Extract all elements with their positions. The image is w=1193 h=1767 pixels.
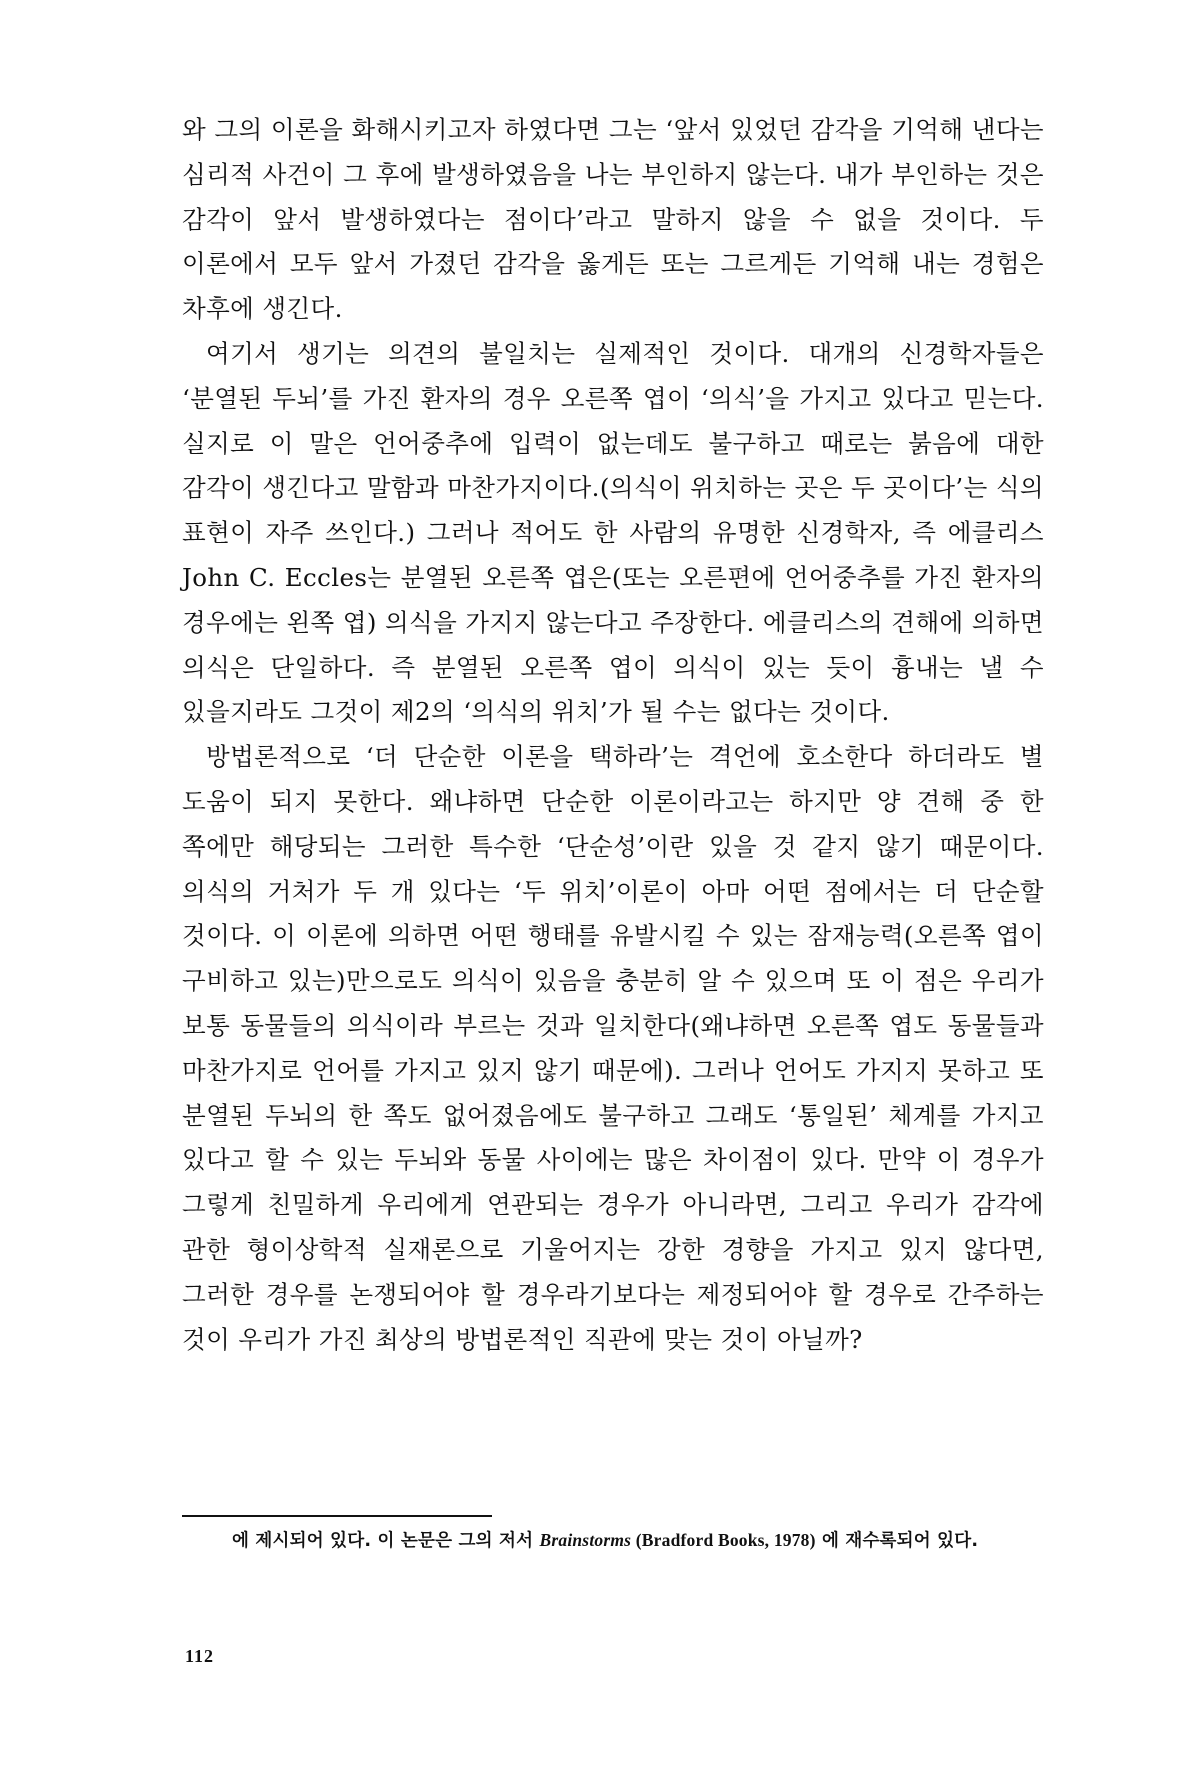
footnote-publisher: (Bradford Books, 1978) (631, 1530, 816, 1550)
footnote (232, 1524, 1062, 1558)
footnote-text-end: 에 재수록되어 있다. (815, 1531, 979, 1551)
paragraph: 방법론적으로 ‘더 단순한 이론을 택하라’는 격언에 호소한다 하더라도 별 도움이 되지 못한다. 왜냐하면 단순한 이론이라고는 하지만 양 견해 중 한 쪽에만 해당되는 그러한 특수한 ‘단순성’이란 있을 것 같지 않기 때문이다. 의식의 거처가 두 개 있다는 ‘두 위치’이론이 아마 어떤 점에서는 더 단순할 것이다. 이 이론에 의하면 어떤 행태를 유발시킬 수 있는 잠재능력(오른쪽 엽이 구비하고 있는)만으로도 의식이 있음을 충분히 알 수 있으며 또 이 점은 우리가 보통 동물들의 의식이라 부르는 것과 일치한다(왜냐하면 오른쪽 엽도 동물들과 마찬가지로 언어를 가지고 있지 않기 때문에). 그러나 언어도 가지지 못하고 또 분열된 두뇌의 한 쪽도 없어졌음에도 불구하고 그래도 ‘통일된’ 체계를 가지고 있다고 할 수 있는 두뇌와 동물 사이에는 많은 차이점이 있다. 만약 이 경우가 그렇게 친밀하게 우리에게 연관되는 경우가 아니라면, 그리고 우리가 감각에 관한 형이상학적 실재론으로 기울어지는 강한 경향을 가지고 있지 않다면, 그러한 경우를 논쟁되어야 할 경우라기보다는 제정되어야 할 경우로 간주하는 것이 우리가 가진 최상의 방법론적인 직관에 맞는 것이 아닐까? (182, 742, 1044, 1354)
body-text (182, 108, 1044, 1362)
footnote-book-title: Brainstorms (539, 1530, 632, 1550)
footnote-divider (182, 1515, 492, 1517)
paragraph: 여기서 생기는 의견의 불일치는 실제적인 것이다. 대개의 신경학자들은 ‘분열된 두뇌’를 가진 환자의 경우 오른쪽 엽이 ‘의식’을 가지고 있다고 믿는다. 실지로 이 말은 언어중추에 입력이 없는데도 불구하고 때로는 붉음에 대한 감각이 생긴다고 말함과 마찬가지이다.(의식이 위치하는 곳은 두 곳이다’는 식의 표현이 자주 쓰인다.) 그러나 적어도 한 사람의 유명한 신경학자, 즉 에클리스 John C. Eccles는 분열된 오른쪽 엽은(또는 오른편에 언어중추를 가진 환자의 경우에는 왼쪽 엽) 의식을 가지지 않는다고 주장한다. 에클리스의 견해에 의하면 의식은 단일하다. 즉 분열된 오른쪽 엽이 의식이 있는 듯이 흉내는 낼 수 있을지라도 그것이 제2의 ‘의식의 위치’가 될 수는 없다는 것이다. (182, 338, 1044, 727)
paragraph: 와 그의 이론을 화해시키고자 하였다면 그는 ‘앞서 있었던 감각을 기억해 낸다는 심리적 사건이 그 후에 발생하였음을 나는 부인하지 않는다. 내가 부인하는 것은 감각이 앞서 발생하였다는 점이다’라고 말하지 않을 수 없을 것이다. 두 이론에서 모두 앞서 가졌던 감각을 옳게든 또는 그르게든 기억해 내는 경험은 차후에 생긴다. (182, 115, 1044, 324)
page-number: 112 (185, 1646, 215, 1666)
footnote-text-start: 에 제시되어 있다. 이 논문은 그의 저서 (232, 1531, 540, 1551)
